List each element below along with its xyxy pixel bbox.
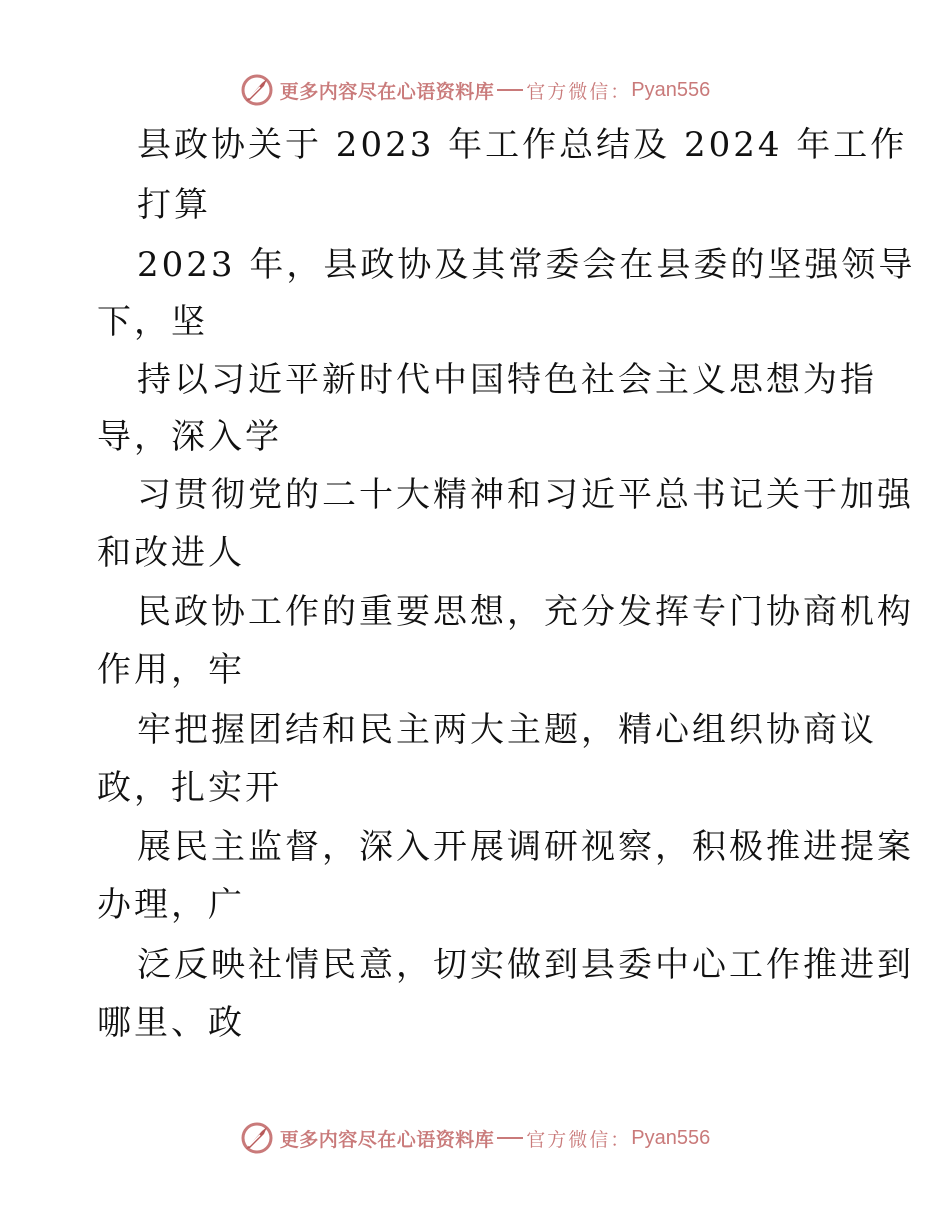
paragraph-line: 和改进人 bbox=[97, 533, 245, 573]
quill-pen-logo-icon bbox=[240, 73, 274, 107]
quill-pen-logo-icon bbox=[240, 1121, 274, 1155]
watermark-dash bbox=[497, 89, 523, 91]
paragraph-line: 下，坚 bbox=[97, 302, 208, 342]
paragraph-line: 牢把握团结和民主两大主题，精心组织协商议 bbox=[137, 710, 877, 750]
paragraph-line: 2023 年，县政协及其常委会在县委的坚强领导 bbox=[137, 245, 916, 285]
footer-watermark bbox=[0, 1118, 950, 1158]
paragraph-line: 导，深入学 bbox=[97, 417, 282, 457]
watermark-wechat-label: 官方微信： bbox=[526, 1128, 632, 1151]
paragraph-line: 习贯彻党的二十大精神和习近平总书记关于加强 bbox=[137, 475, 914, 515]
paragraph-line: 政，扎实开 bbox=[97, 768, 282, 808]
watermark-wechat-id: Pyan556 bbox=[631, 1126, 711, 1149]
paragraph-line: 持以习近平新时代中国特色社会主义思想为指 bbox=[137, 360, 877, 400]
watermark-text: 更多内容尽在心语资料库 bbox=[279, 80, 495, 103]
watermark-wechat-label: 官方微信： bbox=[526, 80, 632, 103]
paragraph-line: 展民主监督，深入开展调研视察，积极推进提案 bbox=[137, 827, 914, 867]
document-title-line-1: 县政协关于 2023 年工作总结及 2024 年工作 bbox=[137, 125, 908, 165]
paragraph-line: 泛反映社情民意，切实做到县委中心工作推进到 bbox=[137, 945, 914, 985]
header-watermark bbox=[0, 70, 950, 110]
watermark-wechat-id: Pyan556 bbox=[631, 78, 711, 101]
paragraph-line: 民政协工作的重要思想，充分发挥专门协商机构 bbox=[137, 592, 914, 632]
document-title-line-2: 打算 bbox=[137, 185, 211, 225]
paragraph-line: 哪里、政 bbox=[97, 1003, 245, 1043]
paragraph-line: 作用，牢 bbox=[97, 650, 245, 690]
paragraph-line: 办理，广 bbox=[97, 885, 245, 925]
watermark-text: 更多内容尽在心语资料库 bbox=[279, 1128, 495, 1151]
watermark-dash bbox=[497, 1137, 523, 1139]
